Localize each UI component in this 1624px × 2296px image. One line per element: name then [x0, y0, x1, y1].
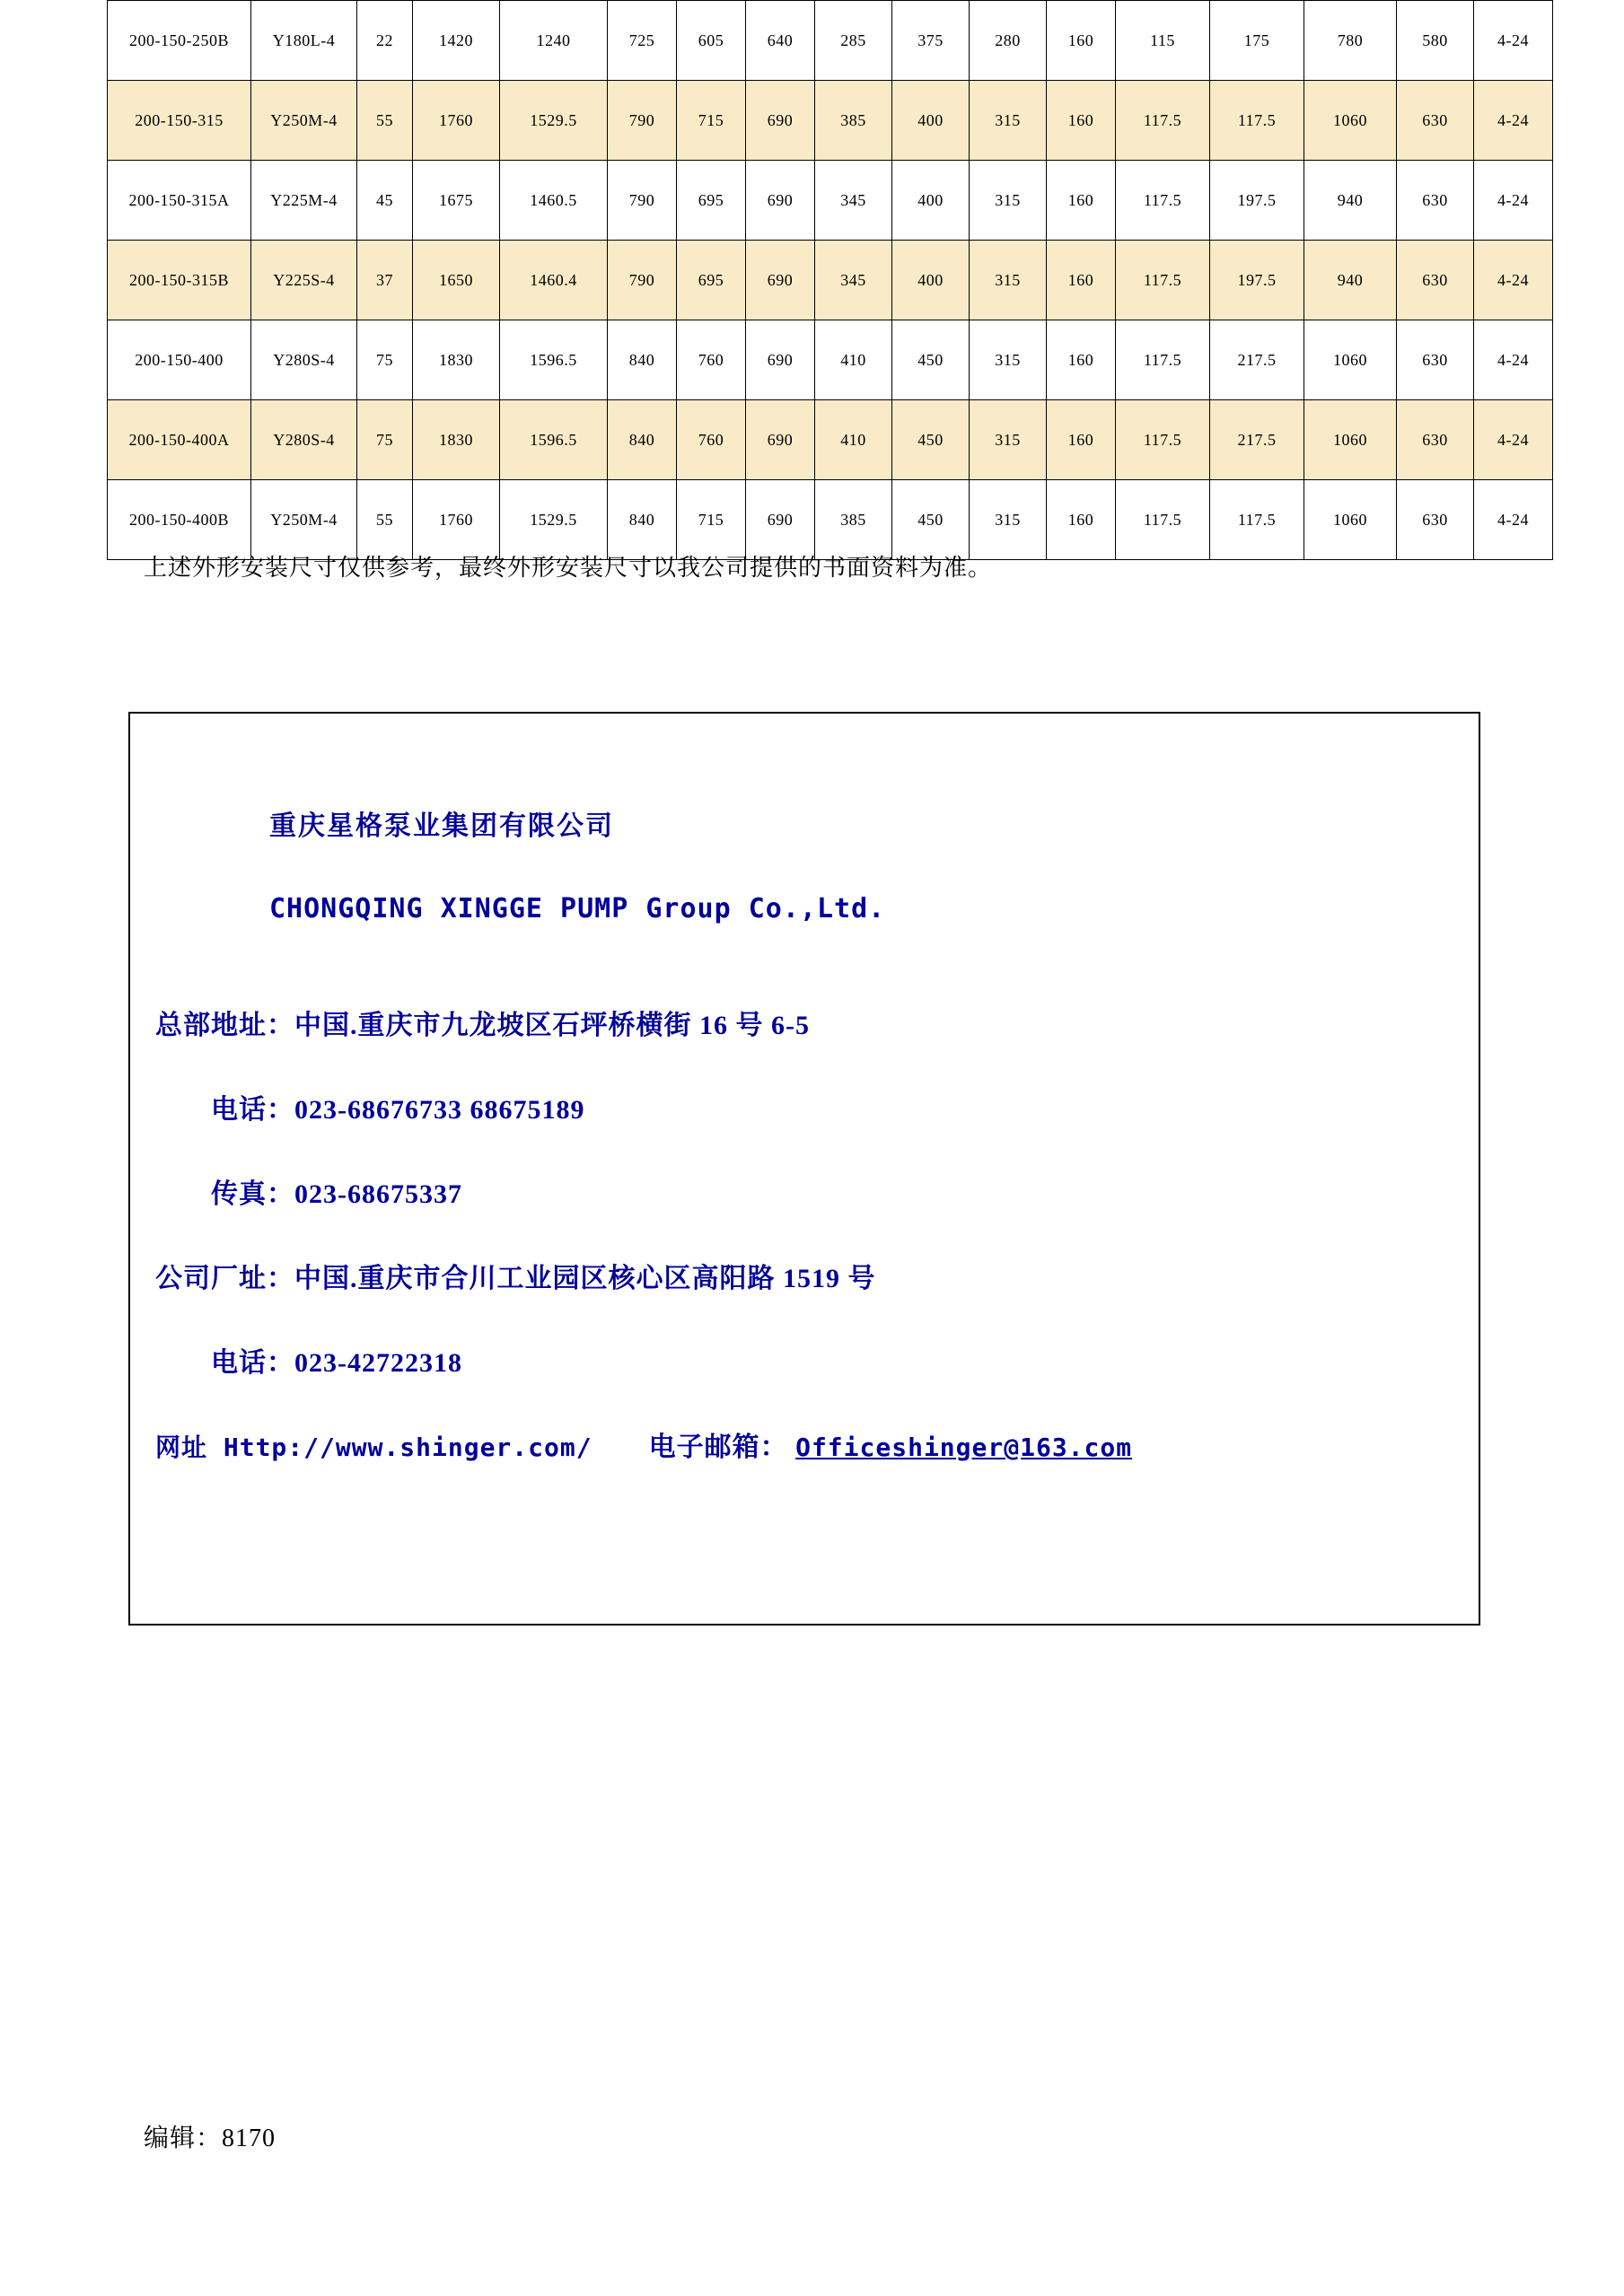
- table-cell-d: 117.5: [1116, 81, 1210, 161]
- table-cell-n: 940: [1304, 161, 1397, 241]
- table-cell-b1: 760: [677, 320, 746, 400]
- table-cell-d: 117.5: [1116, 480, 1210, 560]
- website-and-email-line: [155, 1424, 1132, 1464]
- table-cell-power_kw: 22: [357, 1, 413, 81]
- table-cell-d1: 175: [1210, 1, 1304, 81]
- table-cell-b1: 695: [677, 241, 746, 320]
- table-cell-d1: 117.5: [1210, 480, 1304, 560]
- table-cell-d: 117.5: [1116, 400, 1210, 480]
- table-cell-d: 115: [1116, 1, 1210, 81]
- table-cell-h2: 315: [970, 81, 1047, 161]
- table-cell-length_l1: 1240: [500, 1, 608, 81]
- website-label[interactable]: 网址 Http://www.shinger.com/: [155, 1433, 593, 1462]
- email-label: 电子邮箱：: [648, 1433, 788, 1462]
- table-cell-h3: 160: [1047, 161, 1116, 241]
- table-cell-b: 790: [608, 241, 677, 320]
- table-cell-length_l1: 1529.5: [500, 81, 608, 161]
- table-cell-h1: 375: [892, 1, 970, 81]
- pump-dimension-table-wrap: [107, 0, 1529, 560]
- table-cell-h3: 160: [1047, 480, 1116, 560]
- company-name-cn: 重庆星格泵业集团有限公司: [269, 811, 614, 841]
- table-cell-h2: 315: [970, 400, 1047, 480]
- table-cell-b1: 760: [677, 400, 746, 480]
- table-cell-power_kw: 55: [357, 480, 413, 560]
- headquarters-address: 总部地址：中国.重庆市九龙坡区石坪桥横街 16 号 6-5: [155, 1011, 810, 1040]
- table-cell-b: 840: [608, 320, 677, 400]
- table-cell-length_l1: 1460.5: [500, 161, 608, 241]
- table-cell-d1: 217.5: [1210, 400, 1304, 480]
- table-cell-length_l: 1760: [413, 480, 500, 560]
- table-cell-n1: 630: [1397, 320, 1474, 400]
- table-row: [108, 161, 1553, 241]
- table-cell-b1: 715: [677, 480, 746, 560]
- table-cell-b2: 690: [746, 241, 815, 320]
- table-cell-b1: 695: [677, 161, 746, 241]
- table-cell-h2: 315: [970, 320, 1047, 400]
- table-cell-model: 200-150-400: [108, 320, 251, 400]
- table-cell-n1: 630: [1397, 81, 1474, 161]
- table-cell-b2: 690: [746, 400, 815, 480]
- table-cell-motor: Y280S-4: [251, 400, 357, 480]
- table-cell-bolt: 4-24: [1474, 400, 1553, 480]
- table-cell-n: 1060: [1304, 480, 1397, 560]
- table-cell-d: 117.5: [1116, 320, 1210, 400]
- table-cell-n1: 630: [1397, 241, 1474, 320]
- table-cell-motor: Y225S-4: [251, 241, 357, 320]
- table-cell-d1: 197.5: [1210, 241, 1304, 320]
- table-cell-n: 1060: [1304, 400, 1397, 480]
- table-cell-bolt: 4-24: [1474, 320, 1553, 400]
- table-cell-b: 840: [608, 480, 677, 560]
- table-cell-length_l: 1675: [413, 161, 500, 241]
- table-row: [108, 1, 1553, 81]
- table-cell-d1: 197.5: [1210, 161, 1304, 241]
- factory-address: 公司厂址：中国.重庆市合川工业园区核心区高阳路 1519 号: [155, 1264, 876, 1293]
- table-cell-motor: Y250M-4: [251, 81, 357, 161]
- email-address-link[interactable]: Officeshinger@163.com: [795, 1433, 1133, 1462]
- table-cell-motor: Y250M-4: [251, 480, 357, 560]
- table-cell-b: 840: [608, 400, 677, 480]
- table-cell-h2: 280: [970, 1, 1047, 81]
- table-row: [108, 320, 1553, 400]
- table-cell-n1: 580: [1397, 1, 1474, 81]
- table-cell-motor: Y225M-4: [251, 161, 357, 241]
- page-footer-editor: 编辑：8170: [144, 2125, 277, 2152]
- table-cell-h3: 160: [1047, 1, 1116, 81]
- table-cell-length_l1: 1596.5: [500, 320, 608, 400]
- table-cell-b1: 605: [677, 1, 746, 81]
- table-cell-length_l: 1830: [413, 400, 500, 480]
- headquarters-phone: 电话：023-68676733 68675189: [211, 1095, 585, 1125]
- fax-number: 传真：023-68675337: [211, 1179, 462, 1209]
- table-cell-power_kw: 45: [357, 161, 413, 241]
- table-cell-length_l1: 1596.5: [500, 400, 608, 480]
- table-cell-length_l: 1650: [413, 241, 500, 320]
- table-cell-n: 1060: [1304, 320, 1397, 400]
- table-cell-power_kw: 55: [357, 81, 413, 161]
- table-cell-h3: 160: [1047, 241, 1116, 320]
- table-cell-n1: 630: [1397, 161, 1474, 241]
- table-cell-bolt: 4-24: [1474, 161, 1553, 241]
- pump-dimension-table: [107, 0, 1553, 560]
- table-cell-power_kw: 75: [357, 400, 413, 480]
- table-cell-h1: 450: [892, 400, 970, 480]
- table-cell-b2: 640: [746, 1, 815, 81]
- table-cell-model: 200-150-400A: [108, 400, 251, 480]
- table-cell-b: 725: [608, 1, 677, 81]
- table-cell-length_l: 1760: [413, 81, 500, 161]
- table-cell-h3: 160: [1047, 81, 1116, 161]
- company-contact-box: [128, 712, 1480, 1626]
- table-cell-h1: 400: [892, 81, 970, 161]
- table-cell-b2: 690: [746, 480, 815, 560]
- table-cell-b: 790: [608, 161, 677, 241]
- table-cell-h3: 160: [1047, 400, 1116, 480]
- table-row: [108, 241, 1553, 320]
- table-cell-h1: 450: [892, 480, 970, 560]
- table-cell-bolt: 4-24: [1474, 480, 1553, 560]
- factory-phone: 电话：023-42722318: [211, 1348, 462, 1378]
- table-cell-h1: 400: [892, 241, 970, 320]
- table-cell-length_l1: 1529.5: [500, 480, 608, 560]
- table-cell-h2: 315: [970, 480, 1047, 560]
- table-cell-b: 790: [608, 81, 677, 161]
- table-cell-d1: 217.5: [1210, 320, 1304, 400]
- table-cell-n: 1060: [1304, 81, 1397, 161]
- table-cell-n: 780: [1304, 1, 1397, 81]
- table-row: [108, 400, 1553, 480]
- table-cell-h: 285: [815, 1, 892, 81]
- table-cell-h: 410: [815, 320, 892, 400]
- table-cell-h: 410: [815, 400, 892, 480]
- table-cell-bolt: 4-24: [1474, 241, 1553, 320]
- table-cell-b2: 690: [746, 81, 815, 161]
- table-cell-b2: 690: [746, 320, 815, 400]
- table-cell-model: 200-150-250B: [108, 1, 251, 81]
- table-cell-length_l1: 1460.4: [500, 241, 608, 320]
- table-cell-n1: 630: [1397, 480, 1474, 560]
- table-cell-length_l: 1830: [413, 320, 500, 400]
- table-cell-h: 385: [815, 81, 892, 161]
- table-cell-motor: Y180L-4: [251, 1, 357, 81]
- table-cell-h: 345: [815, 241, 892, 320]
- table-cell-h2: 315: [970, 241, 1047, 320]
- table-cell-d: 117.5: [1116, 241, 1210, 320]
- table-row: [108, 480, 1553, 560]
- table-cell-d: 117.5: [1116, 161, 1210, 241]
- table-cell-h1: 400: [892, 161, 970, 241]
- table-cell-length_l: 1420: [413, 1, 500, 81]
- table-cell-power_kw: 37: [357, 241, 413, 320]
- table-cell-n1: 630: [1397, 400, 1474, 480]
- table-cell-model: 200-150-315B: [108, 241, 251, 320]
- table-cell-h2: 315: [970, 161, 1047, 241]
- table-cell-h: 345: [815, 161, 892, 241]
- table-cell-d1: 117.5: [1210, 81, 1304, 161]
- table-cell-h1: 450: [892, 320, 970, 400]
- table-cell-n: 940: [1304, 241, 1397, 320]
- table-cell-h3: 160: [1047, 320, 1116, 400]
- table-cell-model: 200-150-315: [108, 81, 251, 161]
- table-cell-bolt: 4-24: [1474, 1, 1553, 81]
- table-note: 上述外形安装尺寸仅供参考，最终外形安装尺寸以我公司提供的书面资料为准。: [144, 555, 993, 581]
- table-cell-h: 385: [815, 480, 892, 560]
- table-cell-power_kw: 75: [357, 320, 413, 400]
- table-cell-b1: 715: [677, 81, 746, 161]
- table-cell-b2: 690: [746, 161, 815, 241]
- table-cell-bolt: 4-24: [1474, 81, 1553, 161]
- table-cell-model: 200-150-400B: [108, 480, 251, 560]
- company-name-en: CHONGQING XINGGE PUMP Group Co.,Ltd.: [269, 893, 886, 925]
- table-cell-motor: Y280S-4: [251, 320, 357, 400]
- table-cell-model: 200-150-315A: [108, 161, 251, 241]
- table-row: [108, 81, 1553, 161]
